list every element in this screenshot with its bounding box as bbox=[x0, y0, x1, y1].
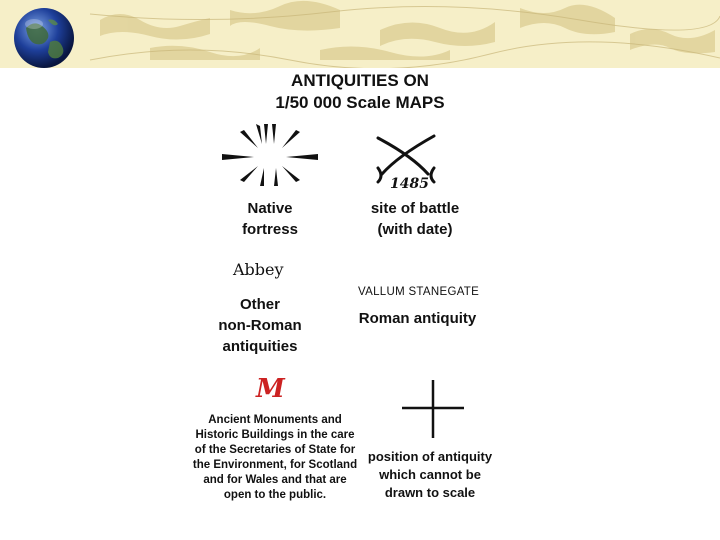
native-fortress-label bbox=[200, 198, 340, 240]
label-line: the Environment, for Scotland bbox=[192, 459, 358, 471]
label-line: Ancient Monuments and bbox=[208, 414, 342, 426]
map-texture-decoration bbox=[0, 0, 720, 68]
label-line: non-Roman bbox=[218, 317, 302, 334]
native-fortress-icon bbox=[220, 120, 320, 190]
abbey-symbol-text: Abbey bbox=[233, 260, 284, 279]
label-line: which cannot be bbox=[379, 467, 481, 482]
battle-date: 1485 bbox=[390, 176, 429, 192]
label-line: and for Wales and that are bbox=[203, 474, 347, 486]
label-line: Historic Buildings in the care bbox=[195, 429, 355, 441]
label-line: Native bbox=[247, 200, 293, 217]
monuments-label bbox=[190, 413, 360, 503]
label-line: antiquities bbox=[222, 338, 298, 355]
position-label bbox=[355, 448, 505, 502]
globe-icon bbox=[12, 6, 76, 68]
page-title bbox=[180, 70, 540, 114]
label-line: site of battle bbox=[370, 200, 460, 217]
cross-position-icon bbox=[400, 380, 466, 438]
label-line: Roman antiquity bbox=[358, 310, 477, 327]
label-line: position of antiquity bbox=[367, 449, 493, 464]
label-line: of the Secretaries of State for bbox=[194, 444, 356, 456]
label-line: drawn to scale bbox=[384, 485, 476, 500]
label-line: open to the public. bbox=[223, 489, 327, 501]
non-roman-label bbox=[190, 294, 330, 357]
label-line: fortress bbox=[242, 221, 298, 238]
label-line: (with date) bbox=[377, 221, 453, 238]
roman-antiquity-label bbox=[340, 308, 495, 329]
monument-symbol: M bbox=[256, 374, 285, 404]
battle-site-label bbox=[340, 198, 490, 240]
label-line: Other bbox=[239, 296, 280, 313]
header-banner bbox=[0, 0, 720, 68]
roman-symbol-text: VALLUM STANEGATE bbox=[358, 286, 480, 298]
title-line-2: 1/50 000 Scale MAPS bbox=[275, 93, 445, 112]
title-line-1: ANTIQUITIES ON bbox=[291, 71, 429, 90]
